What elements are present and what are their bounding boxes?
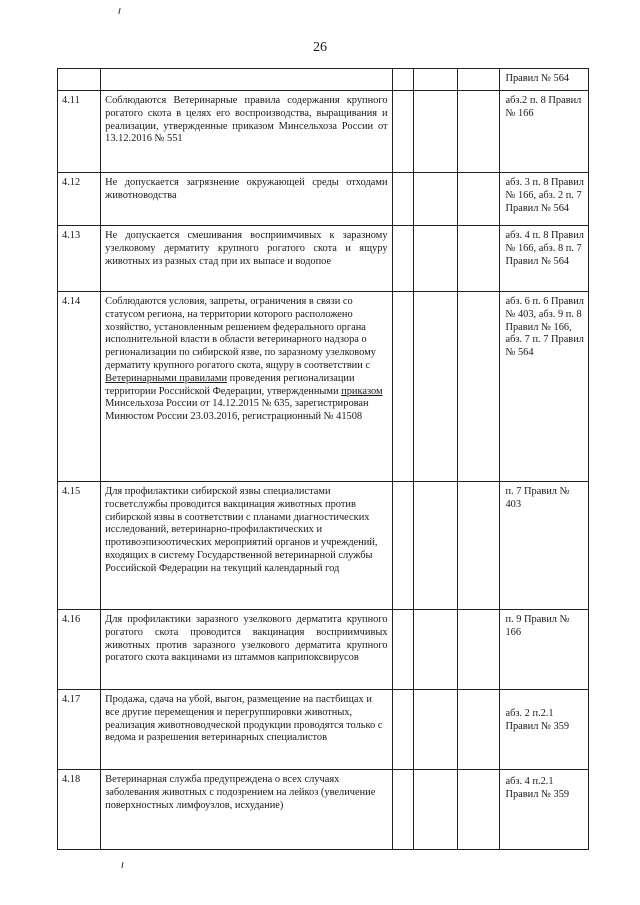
cell-text <box>101 69 392 91</box>
table-row <box>58 226 589 292</box>
cell-empty <box>414 69 458 91</box>
cell-num: 4.12 <box>58 173 101 226</box>
cell-text: Соблюдаются Ветеринарные правила содержания крупного рогатого скота в целях его воспроизводства, выращивания и реализации, утвержденные приказом Минсельхоза России от 13.12.2016 № 551 <box>101 91 392 173</box>
page-number: 26 <box>313 40 327 55</box>
cell-ref: абз. 4 п.2.1 Правил № 359 <box>500 770 589 850</box>
cell-text: Продажа, сдача на убой, выгон, размещение на пастбищах и все другие перемещения и перегруппировки животных, реализация животноводческой продукции проводятся только с ведома и разрешения ветеринарных специалистов <box>101 690 392 770</box>
text-part: проведения регионализации территории Российской Федерации, утвержденными <box>105 372 355 397</box>
cell-num: 4.11 <box>58 91 101 173</box>
cell-text: Не допускается загрязнение окружающей среды отходами животноводства <box>101 173 392 226</box>
cell-empty <box>392 690 414 770</box>
cell-empty <box>458 173 500 226</box>
cell-ref: п. 7 Правил № 403 <box>500 482 589 610</box>
cell-empty <box>392 173 414 226</box>
cell-num: 4.18 <box>58 770 101 850</box>
cell-num: 4.13 <box>58 226 101 292</box>
scan-mark <box>121 862 123 868</box>
cell-empty <box>414 610 458 690</box>
cell-empty <box>458 690 500 770</box>
cell-empty <box>458 292 500 482</box>
cell-text: Ветеринарная служба предупреждена о всех случаях заболевания животных с подозрением на лейкоз (увеличение поверхностных лимфоузлов, исхудание) <box>101 770 392 850</box>
scan-mark <box>118 8 120 14</box>
cell-text: Не допускается смешивания восприимчивых к заразному узелковому дерматиту крупного рогатого скота и ящуру животных из разных стад при их выпасе и водопое <box>101 226 392 292</box>
cell-text: Для профилактики сибирской язвы специалистами госветслужбы проводится вакцинация животных против сибирской язвы в соответствии с планами диагностических исследований, ветеринарно-профилактических и противоэпизоотических мероприятий органов и учреждений, входящих в систему Государственной ветеринарной службы Российской Федерации на текущий календарный год <box>101 482 392 610</box>
cell-empty <box>414 226 458 292</box>
cell-num: 4.15 <box>58 482 101 610</box>
cell-empty <box>458 226 500 292</box>
link-veterinary-rules[interactable]: Ветеринарными правилами <box>105 372 228 384</box>
text-part: Соблюдаются условия, запреты, ограничения в связи со статусом региона, на территории которого расположено хозяйство, установленным решением федерального органа исполнительной власти в области ветеринарного надзора о регионализации по сибирской язве, по заразному узелковому дерматиту крупного рогатого скота, ящуру в соответствии с <box>105 296 376 371</box>
cell-empty <box>414 173 458 226</box>
cell-ref: абз. 3 п. 8 Правил № 166, абз. 2 п. 7 Правил № 564 <box>500 173 589 226</box>
table-row <box>58 69 589 91</box>
cell-ref: абз.2 п. 8 Правил № 166 <box>500 91 589 173</box>
cell-empty <box>458 770 500 850</box>
cell-empty <box>392 482 414 610</box>
cell-num: 4.16 <box>58 610 101 690</box>
cell-num <box>58 69 101 91</box>
table-row <box>58 292 589 482</box>
table-row <box>58 610 589 690</box>
checklist-table <box>57 68 589 850</box>
cell-empty <box>392 292 414 482</box>
cell-empty <box>392 610 414 690</box>
cell-empty <box>392 91 414 173</box>
cell-empty <box>392 69 414 91</box>
cell-empty <box>414 690 458 770</box>
cell-empty <box>458 482 500 610</box>
cell-num: 4.14 <box>58 292 101 482</box>
cell-text <box>101 292 392 482</box>
cell-empty <box>414 91 458 173</box>
table-row <box>58 690 589 770</box>
cell-empty <box>414 482 458 610</box>
cell-empty <box>392 770 414 850</box>
cell-empty <box>414 292 458 482</box>
text-part: Минсельхоза России от 14.12.2015 № 635, зарегистрирован Минюстом России 23.03.2016, регистрационный № 41508 <box>105 398 369 423</box>
cell-ref: абз. 4 п. 8 Правил № 166, абз. 8 п. 7 Правил № 564 <box>500 226 589 292</box>
cell-ref: абз. 2 п.2.1 Правил № 359 <box>500 690 589 770</box>
cell-empty <box>414 770 458 850</box>
table-row <box>58 482 589 610</box>
cell-ref: абз. 6 п. 6 Правил № 403, абз. 9 п. 8 Правил № 166, абз. 7 п. 7 Правил № 564 <box>500 292 589 482</box>
cell-empty <box>458 69 500 91</box>
link-order[interactable]: приказом <box>341 385 383 397</box>
cell-text: Для профилактики заразного узелкового дерматита крупного рогатого скота проводится вакцинация восприимчивых животных против заразного узелкового дерматита крупного рогатого скота вакцинами из штаммов каприпоксвирусов <box>101 610 392 690</box>
cell-ref: п. 9 Правил № 166 <box>500 610 589 690</box>
table-row <box>58 770 589 850</box>
cell-num: 4.17 <box>58 690 101 770</box>
table-row <box>58 173 589 226</box>
cell-empty <box>392 226 414 292</box>
cell-empty <box>458 91 500 173</box>
cell-empty <box>458 610 500 690</box>
table-row <box>58 91 589 173</box>
cell-ref: Правил № 564 <box>500 69 589 91</box>
